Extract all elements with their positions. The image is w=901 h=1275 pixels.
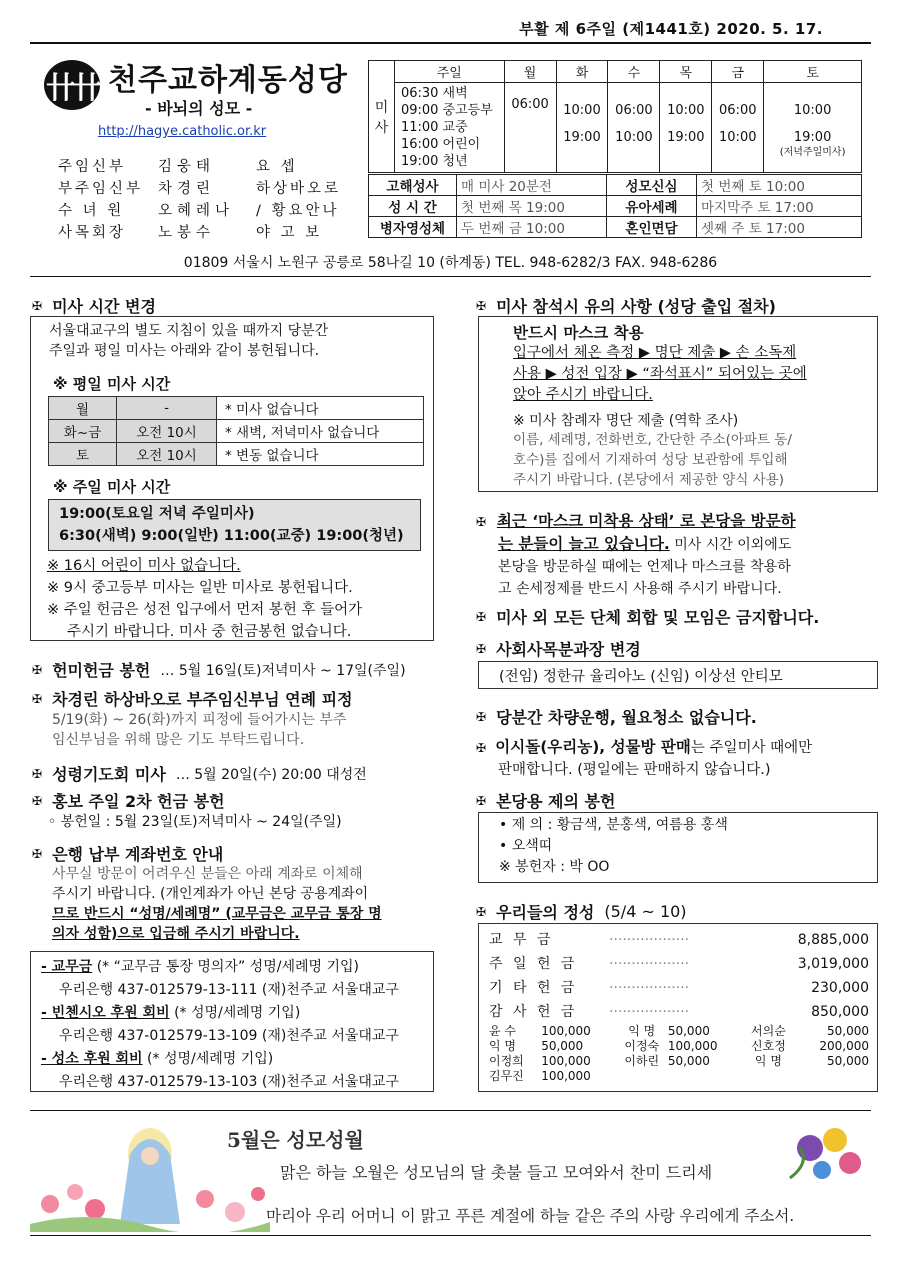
footer-line1: 맑은 하늘 오월은 성모님의 달 촛불 들고 모여와서 찬미 드리세 [280, 1163, 713, 1182]
flower-icon [85, 1199, 105, 1219]
website-link[interactable]: http://hagye.catholic.or.kr [98, 124, 267, 139]
header-divider [30, 42, 871, 44]
staff-row: 사목회장 노봉수 야 고 보 [58, 225, 323, 241]
flower-icon [196, 1190, 214, 1208]
church-name: 천주교하계동성당 [108, 63, 348, 98]
cross-icon: ✠ [32, 766, 43, 781]
attend-box: 반드시 마스크 착용 입구에서 체온 측정 ▶ 명단 제출 ▶ 손 소독제 사용 ▶ 성전 입장 ▶ “좌석표시” 되어있는 곳에 앉아 주시기 바랍니다. ※ 미사 참례자 명단 제출 (역학 조사) 이름, 세례명, 전화번호, 간단한 주소(아파트 동/ 호수)를 집에서 기재하여 성당 보관함에 투입해 주시기 바랍니다. (본당에서 제공한 양식 사용) [478, 316, 878, 492]
flower-icon [67, 1184, 83, 1200]
section-altar: ✠ 본당용 제의 봉헌 [476, 792, 616, 811]
sunday-title: ※ 주일 미사 시간 [53, 478, 171, 496]
account-item: - 빈첸시오 후원 회비 (* 성명/세례명 기입) [41, 1005, 301, 1021]
footer-title: 5월은 성모성월 [227, 1128, 364, 1152]
bank-text: 사무실 방문이 어려우신 분들은 아래 계좌로 이체해 주시기 바랍니다. (개인계좌가 아닌 본당 공용계좌이 므로 반드시 “성명/세례명” (교무금은 교무금 통장 명 의자 성함)으로 입금해 주시기 바랍니다. [52, 866, 382, 942]
flower-icon [823, 1128, 847, 1152]
section-offerings: ✠ 우리들의 정성 (5/4 ~ 10) [476, 902, 687, 922]
section-attend: ✠ 미사 참석시 유의 사항 (성당 출입 절차) [476, 297, 776, 316]
cross-icon: ✠ [32, 691, 43, 706]
mary-face-icon [141, 1147, 159, 1165]
mass-change-intro: 서울대교구의 별도 지침이 있을 때까지 당분간 주일과 평일 미사는 아래와 같이 봉헌됩니다. [49, 323, 329, 359]
staff-row: 주임신부 김웅태 요 셉 [58, 159, 298, 175]
cross-icon: ✠ [476, 515, 487, 529]
leaf-icon [790, 1148, 803, 1178]
accounts-box: - 교무금 (* “교무금 통장 명의자” 성명/세례명 기입) 우리은행 437-012579-13-111 (재)천주교 서울대교구 - 빈첸시오 후원 회비 (* 성명/세례명 기입) 우리은행 437-012579-13-109 (재)천주교 서울대교구 - 성소 후원 회비 (* 성명/세례명 기입) 우리은행 437-012579-13-103 (재)천주교 서울대교구 [30, 951, 434, 1092]
mass-side-label: 미 사 [369, 61, 395, 173]
social-box: (전임) 정한규 율리아노 (신임) 이상선 안티모 [478, 661, 878, 689]
flower-icon [251, 1187, 265, 1201]
donors-table: 윤 수 100,000 익 명 50,000 서의순 50,000 익 명 50,000 이정숙 100,000 신호정 200,000 이정희 100,000 이하린 50,000 익 명 50,000 김무진 100,000 [489, 1024, 869, 1083]
section-car: ✠ 당분간 차량운행, 월요청소 없습니다. [476, 708, 757, 727]
section-retreat: ✠ 차경린 하상바오로 부주임신부님 연례 피정 [32, 690, 353, 709]
cross-icon: ✠ [476, 641, 487, 656]
footer-bottom-divider [30, 1235, 871, 1236]
section-promo: ✠ 홍보 주일 2차 헌금 봉헌 [32, 792, 225, 811]
weekday-table: 월 - * 미사 없습니다 화~금 오전 10시 * 새벽, 저녁미사 없습니다 토 오전 10시 * 변동 없습니다 [48, 396, 424, 466]
footer-line2: 마리아 우리 어머니 이 맑고 푸른 계절에 하늘 같은 주의 사랑 우리에게 주소서. [266, 1207, 795, 1225]
promo-text: ◦ 봉헌일 : 5월 23일(토)저녁미사 ~ 24일(주일) [48, 814, 342, 830]
section-bank: ✠ 은행 납부 계좌번호 안내 [32, 845, 224, 864]
retreat-text: 5/19(화) ~ 26(화)까지 피정에 들어가시는 부주 임신부님을 위해 많은 기도 부탁드립니다. [52, 712, 347, 748]
address-line: 01809 서울시 노원구 공릉로 58나길 10 (하계동) TEL. 948-6282/3 FAX. 948-6286 [183, 255, 718, 271]
mass-notes: ※ 16시 어린이 미사 없습니다. ※ 9시 중고등부 미사는 일반 미사로 봉헌됩니다. ※ 주일 헌금은 성전 입구에서 먼저 봉헌 후 들어가 주시기 바랍니다. 미사 중 헌금봉헌 없습니다. [47, 558, 363, 640]
staff-row: 부주임신부 차경린 하상바오로 [58, 181, 342, 197]
flower-icon [839, 1152, 861, 1174]
flower-bouquet-illustration [780, 1118, 870, 1188]
footer-top-divider [30, 1110, 871, 1111]
cross-icon: ✠ [476, 298, 487, 313]
account-item: - 교무금 (* “교무금 통장 명의자” 성명/세례명 기입) [41, 959, 359, 975]
staff-list [58, 156, 341, 244]
church-subtitle: - 바뇌의 성모 - [145, 99, 253, 118]
section-ban: ✠ 미사 외 모든 단체 회합 및 모임은 금지합니다. [476, 608, 820, 627]
cross-icon: ✠ [32, 846, 43, 861]
section-mass-change: ✠ 미사 시간 변경 [32, 297, 156, 316]
cross-icon: ✠ [476, 741, 487, 755]
address-divider [30, 276, 871, 277]
flower-icon [41, 1195, 59, 1213]
flower-icon [225, 1202, 245, 1222]
section-offering: ✠ 헌미헌금 봉헌 … 5월 16일(토)저녁미사 ~ 17일(주일) [32, 661, 406, 680]
section-recent: ✠ 최근 ‘마스크 미착용 상태’ 로 본당을 방문하 는 분들이 늘고 있습니다. 미사 시간 이외에도 본당을 방문하실 때에는 언제나 마스크를 착용하 고 손세정제를 반드시 사용해 주시기 바랍니다. [476, 512, 796, 597]
cross-icon: ✠ [476, 609, 487, 624]
flower-icon [813, 1161, 831, 1179]
church-logo: 卄卄 [44, 60, 100, 110]
section-sale: ✠ 이시돌(우리농), 성물방 판매는 주일미사 때에만 판매합니다. (평일에는 판매하지 않습니다.) [476, 738, 813, 778]
sunday-times: 19:00(토요일 저녁 주일미사) 6:30(새벽) 9:00(일반) 11:00(교중) 19:00(청년) [48, 499, 421, 551]
mass-change-box [30, 316, 434, 641]
staff-row: 수 녀 원 오혜레나 / 황요안나 [58, 203, 340, 219]
cross-icon: ✠ [32, 298, 43, 313]
issue-info: 부활 제 6주일 (제1441호) 2020. 5. 17. [519, 20, 823, 38]
section-holy-spirit: ✠ 성령기도회 미사 … 5월 20일(수) 20:00 대성전 [32, 765, 367, 784]
roster-text: 이름, 세례명, 전화번호, 간단한 주소(아파트 동/ 호수)를 집에서 기재하여 성당 보관함에 투입해 주시기 바랍니다. (본당에서 제공한 양식 사용) [513, 432, 792, 488]
offerings-box [478, 923, 878, 1092]
cross-icon: ✠ [32, 793, 43, 808]
account-item: - 성소 후원 회비 (* 성명/세례명 기입) [41, 1051, 274, 1067]
mass-schedule-table: 미 사 주일 월 화 수 목 금 토 06:30 새벽 09:00 중고등부 11:00 교중 16:00 어린이 19:00 청년 06:00 10:00 19:00 06:00 10:00 10:00 19:00 06:00 10:00 10:00 19:00 (저녁주일미사) [368, 60, 862, 173]
weekday-title: ※ 평일 미사 시간 [53, 375, 171, 393]
cross-icon: ✠ [476, 793, 487, 808]
cross-icon: ✠ [32, 662, 43, 677]
sacrament-table: 고해성사 매 미사 20분전 성모신심 첫 번째 토 10:00 성 시 간 첫 번째 목 19:00 유아세례 마지막주 토 17:00 병자영성체 두 번째 금 10:00 혼인면담 셋째 주 토 17:00 [368, 174, 862, 238]
cross-icon: ✠ [476, 904, 487, 919]
altar-box: • 제 의 : 황금색, 분홍색, 여름용 홍색 • 오색띠 ※ 봉헌자 : 박 OO [478, 812, 878, 883]
procedure-text: 입구에서 체온 측정 ▶ 명단 제출 ▶ 손 소독제 사용 ▶ 성전 입장 ▶ “좌석표시” 되어있는 곳에 앉아 주시기 바랍니다. [513, 345, 807, 403]
cross-icon: ✠ [476, 709, 487, 724]
section-social: ✠ 사회사목분과장 변경 [476, 640, 641, 659]
offerings-table: 교 무 금 ·················· 8,885,000 주 일 헌 금 ·················· 3,019,000 기 타 헌 금 ·················· 230,000 감 사 헌 금 ·················· 850,000 [489, 932, 869, 1020]
